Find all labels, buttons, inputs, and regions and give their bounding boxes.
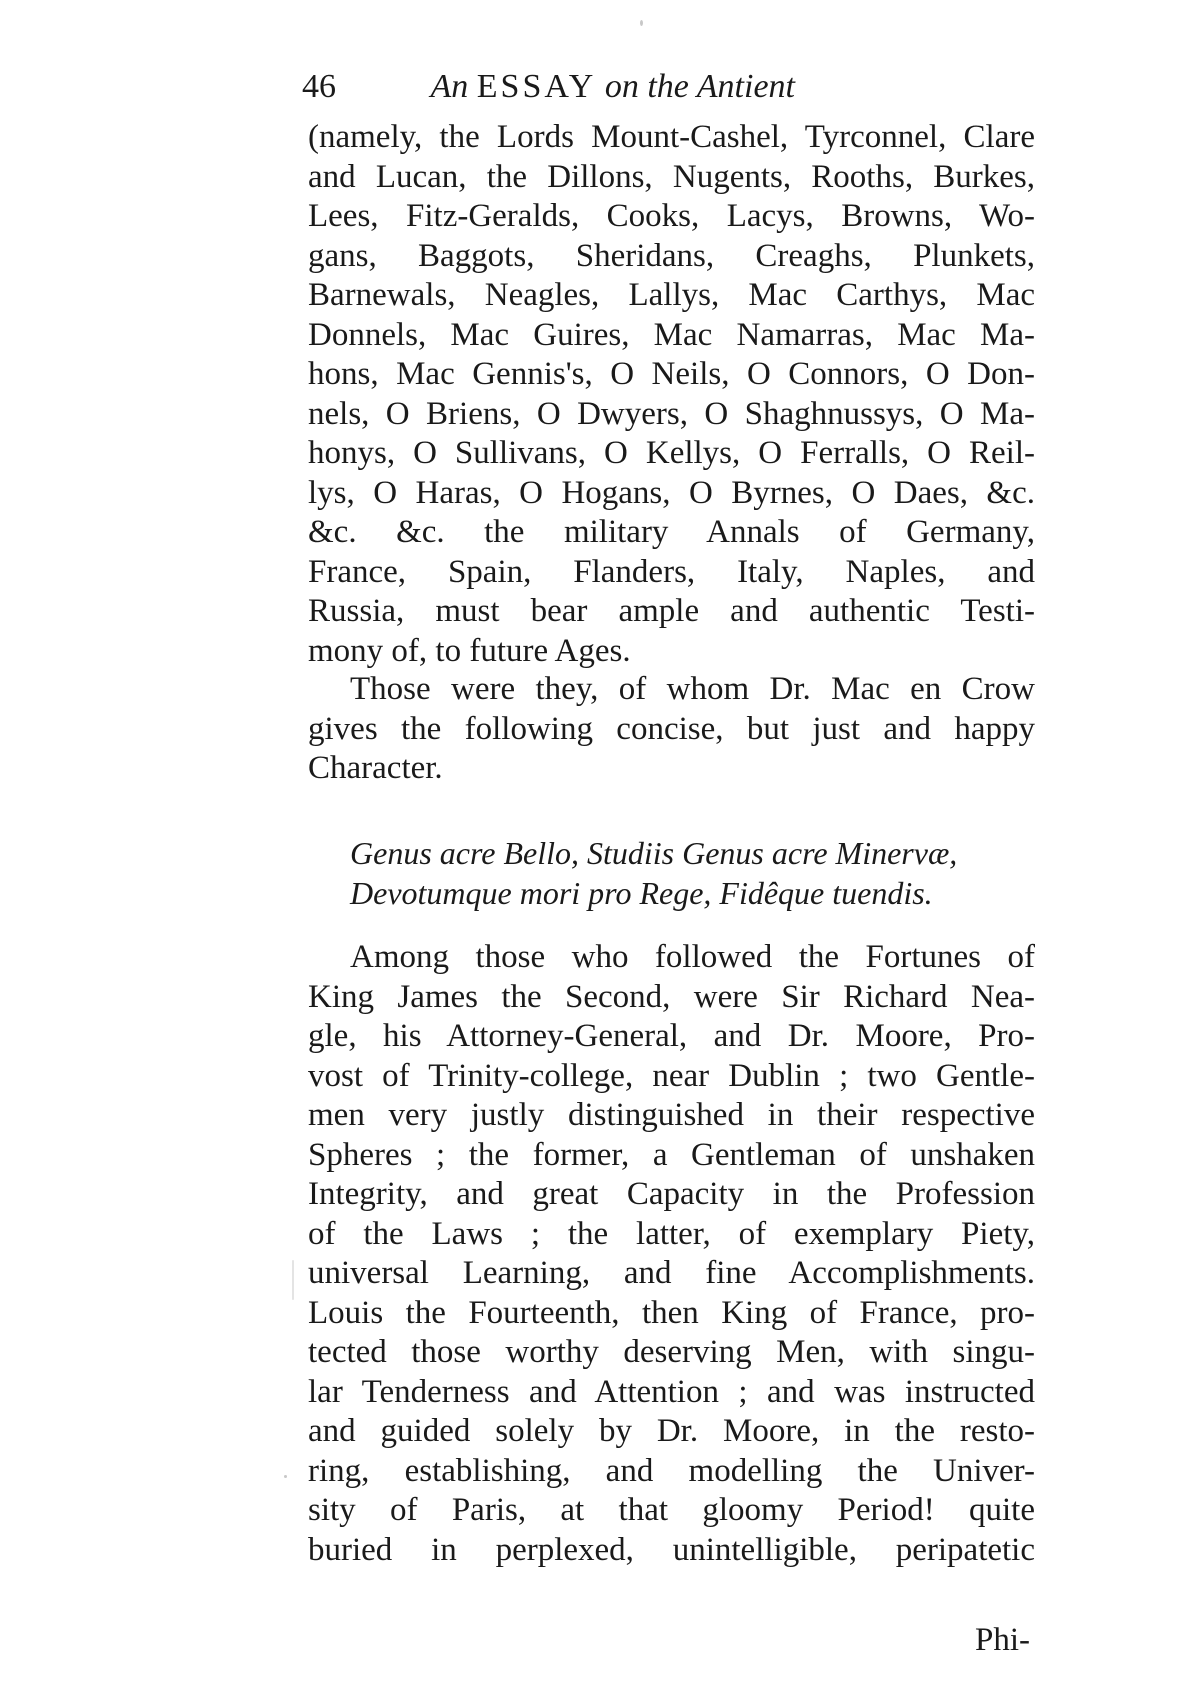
paper-speck: [284, 1475, 287, 1478]
text-line: lar Tenderness and Attention ; and was instructed: [308, 1373, 1035, 1410]
text-line: men very justly distinguished in their respective: [308, 1097, 1035, 1133]
paper-speck: [292, 1260, 294, 1300]
text-line: &c. &c. the military Annals of Germany,: [308, 514, 1035, 550]
verse-line: Genus acre Bello, Studiis Genus acre Minervæ,: [350, 835, 958, 871]
text-line: gives the following concise, but just and happy: [308, 710, 1035, 747]
paragraph-king-james: [308, 938, 1035, 1570]
page-number: 46: [302, 68, 336, 105]
text-line: and guided solely by Dr. Moore, in the resto-: [308, 1413, 1035, 1449]
running-title: [431, 68, 795, 105]
text-line: mony of, to future Ages.: [308, 632, 631, 669]
catchword: Phi-: [975, 1622, 1031, 1658]
paper-speck: [640, 20, 643, 26]
text-line: hons, Mac Gennis's, O Neils, O Connors, O Don-: [308, 356, 1035, 392]
text-line: Barnewals, Neagles, Lallys, Mac Carthys, Mac: [308, 277, 1035, 313]
text-line: tected those worthy deserving Men, with singu-: [308, 1334, 1035, 1370]
text-line: ring, establishing, and modelling the Univer-: [308, 1452, 1035, 1489]
text-line: Integrity, and great Capacity in the Profession: [308, 1176, 1035, 1212]
text-line: Among those who followed the Fortunes of: [350, 939, 1035, 975]
text-line: King James the Second, were Sir Richard Nea-: [308, 978, 1035, 1015]
text-line: gans, Baggots, Sheridans, Creaghs, Plunkets,: [308, 237, 1035, 274]
running-title-caps: ESSAY: [476, 68, 597, 105]
text-line: and Lucan, the Dillons, Nugents, Rooths, Burkes,: [308, 158, 1035, 195]
text-line: of the Laws ; the latter, of exemplary Piety,: [308, 1215, 1035, 1252]
verse-line: Devotumque mori pro Rege, Fidêque tuendis.: [350, 874, 933, 911]
text-line: lys, O Haras, O Hogans, O Byrnes, O Daes, &c.: [308, 474, 1035, 511]
text-line: Character.: [308, 750, 443, 786]
text-line: (namely, the Lords Mount-Cashel, Tyrconnel, Clare: [308, 119, 1035, 155]
text-line: honys, O Sullivans, O Kellys, O Ferralls, O Reil-: [308, 435, 1035, 471]
text-line: France, Spain, Flanders, Italy, Naples, and: [308, 553, 1035, 590]
text-line: gle, his Attorney-General, and Dr. Moore, Pro-: [308, 1018, 1035, 1054]
text-line: buried in perplexed, unintelligible, peripatetic: [308, 1531, 1035, 1568]
paragraph-character: [308, 670, 1035, 789]
paragraph-surnames: [308, 118, 1035, 671]
text-line: Louis the Fourteenth, then King of France, pro-: [308, 1294, 1035, 1331]
text-line: vost of Trinity-college, near Dublin ; two Gentle-: [308, 1057, 1035, 1094]
running-head: [302, 62, 1042, 112]
text-line: Russia, must bear ample and authentic Testi-: [308, 593, 1035, 629]
text-line: Donnels, Mac Guires, Mac Namarras, Mac Ma-: [308, 316, 1035, 353]
text-line: Lees, Fitz-Geralds, Cooks, Lacys, Browns, Wo-: [308, 198, 1035, 234]
text-line: nels, O Briens, O Dwyers, O Shaghnussys, O Ma-: [308, 395, 1035, 432]
text-line: sity of Paris, at that gloomy Period! quite: [308, 1492, 1035, 1528]
text-line: Spheres ; the former, a Gentleman of unshaken: [308, 1136, 1035, 1173]
text-line: Those were they, of whom Dr. Mac en Crow: [350, 671, 1035, 707]
running-title-suffix: on the Antient: [604, 68, 795, 105]
running-title-prefix: An: [430, 68, 469, 105]
latin-verse: [350, 832, 1050, 911]
text-line: universal Learning, and fine Accomplishments.: [308, 1255, 1035, 1291]
